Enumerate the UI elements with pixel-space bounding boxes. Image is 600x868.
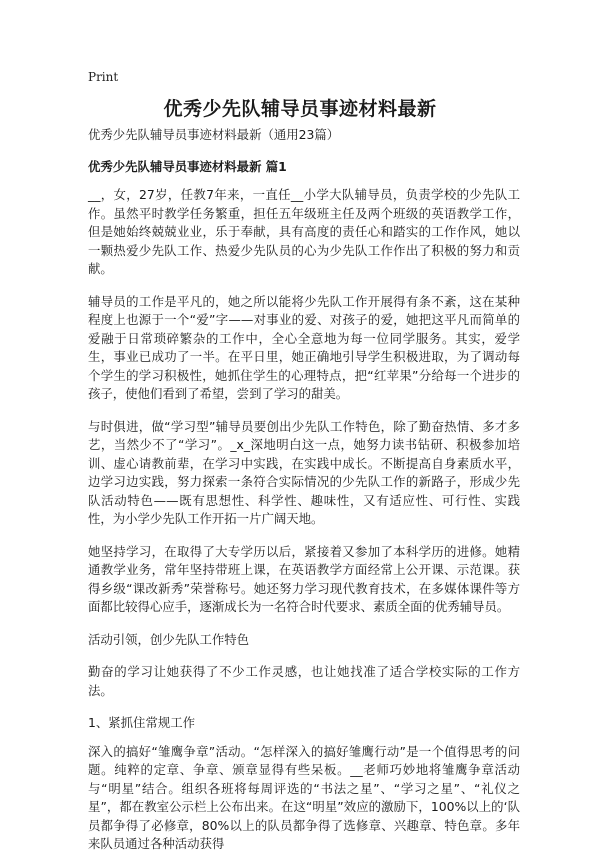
document-subtitle: 优秀少先队辅导员事迹材料最新（通用23篇） xyxy=(88,127,340,142)
paragraph-3: 与时俱进，做“学习型”辅导员要创出少先队工作特色，除了勤奋热情、多才多艺，当然少不了“学习”。_x_深地明白这一点，她努力读书钻研、积极参加培训、虚心请教前辈，在学习中实践，在实践中成长。不断提高自身素质水平，边学习边实践，努力探索一条符合实际情况的少先队工作的新路子，形成少先队活动特色——既有思想性、科学性、趣味性，又有适应性、可行性、实践性，为小学少先队工作开拓一片广阔天地。 xyxy=(88,418,520,526)
paragraph-1: __，女，27岁，任教7年来，一直任__小学大队辅导员，负责学校的少先队工作。虽然平时教学任务繁重，担任五年级班主任及两个班级的英语教学工作，但是她始终兢兢业业，乐于奉献，具有高度的责任心和踏实的工作作风，她以一颗热爱少先队工作、热爱少先队员的心为少先队工作作出了积极的努力和贡献。 xyxy=(88,187,520,276)
paragraph-2: 辅导员的工作是平凡的，她之所以能将少先队工作开展得有条不紊，这在某种程度上也源于一个“爱”字——对事业的爱、对孩子的爱，她把这平凡而简单的爱融于日常琐碎繁杂的工作中，全心全意地为每一位同学服务。其实，爱学生，事业已成功了一半。在平日里，她正确地引导学生积极进取，为了调动每个学生的学习积极性，她抓住学生的心理特点，把“红苹果”分给每一个进步的孩子，使他们看到了希望，尝到了学习的甜美。 xyxy=(88,293,520,401)
page-title: 优秀少先队辅导员事迹材料最新 xyxy=(163,98,437,120)
section-heading: 优秀少先队辅导员事迹材料最新 篇1 xyxy=(88,158,287,174)
document-body xyxy=(88,126,520,868)
subsection-heading: 1、紧抓住常规工作 xyxy=(88,715,196,730)
activity-intro: 勤奋的学习让她获得了不少工作灵感，也让她找准了适合学校实际的工作方法。 xyxy=(88,664,520,698)
paragraph-4: 她坚持学习，在取得了大专学历以后，紧接着又参加了本科学历的进修。她精通教学业务，常年坚持带班上课，在英语教学方面经常上公开课、示范课。获得乡级“课改新秀”荣誉称号。她还努力学习现代教育技术，在多媒体课件等方面都比较得心应手，逐渐成长为一名符合时代要求、素质全面的优秀辅导员。 xyxy=(88,543,520,614)
paragraph-5: 深入的搞好“雏鹰争章”活动。“怎样深入的搞好雏鹰行动”是一个值得思考的问题。纯粹的定章、争章、颁章显得有些呆板。__老师巧妙地将雏鹰争章活动与“明星”结合。组织各班将每周评选的“书法之星”、“学习之星”、“礼仪之星”，都在教室公示栏上公布出来。在这“明星”效应的激励下，100%以上的‘队员都争得了必修章，80%以上的队员都争得了选修章、兴趣章、特色章。多年来队员通过各种活动获得 xyxy=(88,743,520,851)
activity-heading: 活动引领，创少先队工作特色 xyxy=(88,631,250,647)
print-link[interactable]: Print xyxy=(88,70,119,84)
